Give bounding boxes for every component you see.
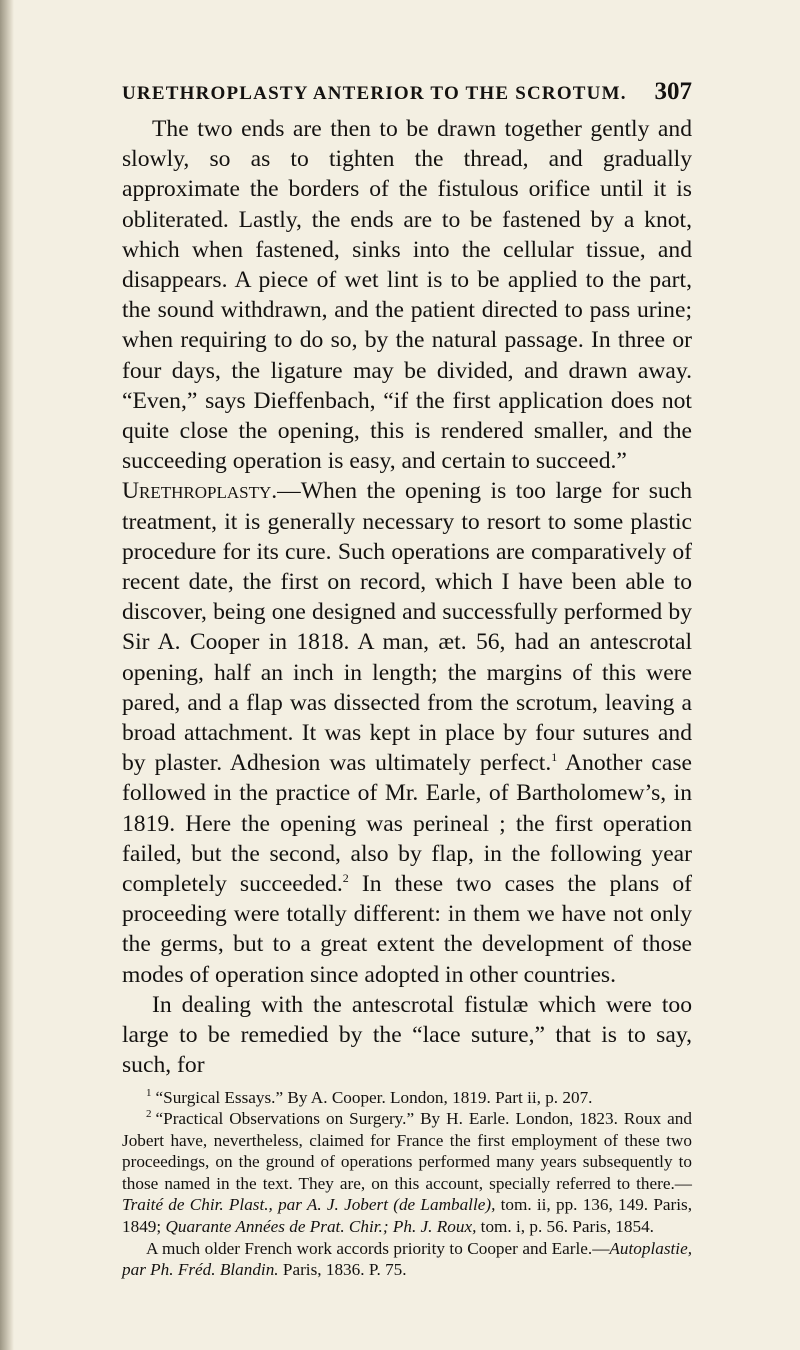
footnote-2-citation-jobert: Traité de Chir. Plast., par A. J. Jobert (de Lamballe), bbox=[122, 1195, 496, 1215]
footnotes bbox=[122, 1087, 692, 1281]
footnote-3-text-b: Paris, 1836. P. 75. bbox=[278, 1260, 407, 1280]
running-head-title: URETHROPLASTY ANTERIOR TO THE SCROTUM. bbox=[122, 83, 627, 104]
section-heading-urethroplasty: Urethroplasty. bbox=[122, 478, 278, 505]
paragraph-2-part-a: —When the opening is too large for such treatment, it is generally necessary to resort to some plastic procedure for its cure. Such operations are comparatively of recent date, the first on record, which I have been able to discover, being one designed and successfully performed by Sir A. Cooper in 1818. A man, æt. 56, had an antescrotal opening, half an inch in length; the margins of this were pared, and a flap was dissected from the scrotum, leaving a broad attachment. It was kept in place by four sutures and by plaster. Adhesion was ultimately perfect. bbox=[122, 478, 692, 777]
paragraph-3: In dealing with the antescrotal fistulæ which were too large to be remedied by the “lace suture,” that is to say, such, for bbox=[122, 991, 692, 1079]
footnote-3 bbox=[122, 1238, 692, 1281]
footnote-ref-2: 2 bbox=[342, 871, 349, 886]
page-number: 307 bbox=[654, 78, 692, 105]
paragraph-2-part-c: In these two cases the plans of proceeding were totally different: in them we have not only the germs, but to a great extent the development of those modes of operation since adopted in other countries. bbox=[122, 871, 692, 988]
paragraph-2 bbox=[122, 476, 692, 989]
footnote-1 bbox=[122, 1087, 692, 1109]
footnote-3-citation-blandin: Autoplastie, par Ph. Fréd. Blandin. bbox=[122, 1238, 692, 1280]
footnote-2 bbox=[122, 1108, 692, 1238]
footnote-ref-1: 1 bbox=[551, 750, 558, 765]
footnote-3-text-a: A much older French work accords priority to Cooper and Earle.— bbox=[146, 1238, 610, 1258]
paragraph-2-part-b: Another case followed in the practice of Mr. Earle, of Bartholomew’s, in 1819. Here the opening was perineal ; the first operation failed, but the second, also by flap, in the following year completely succeeded. bbox=[122, 750, 692, 898]
page-gutter-shadow bbox=[0, 0, 14, 1350]
footnote-1-mark: 1 bbox=[146, 1086, 152, 1099]
footnote-1-text: “Surgical Essays.” By A. Cooper. London, 1819. Part ii, p. 207. bbox=[155, 1087, 593, 1107]
body-text bbox=[122, 114, 692, 1081]
footnote-2-citation-roux: Quarante Années de Prat. Chir.; Ph. J. Roux, bbox=[165, 1217, 477, 1237]
paragraph-1: The two ends are then to be drawn together gently and slowly, so as to tighten the thread, and gradually approximate the borders of the fistulous orifice until it is obliterated. Lastly, the ends are to be fastened by a knot, which when fastened, sinks into the cellular tissue, and disappears. A piece of wet lint is to be applied to the part, the sound withdrawn, and the patient directed to pass urine; when requiring to do so, by the natural passage. In three or four days, the ligature may be divided, and drawn away. “Even,” says Dieffenbach, “if the first application does not quite close the opening, this is rendered smaller, and the succeeding operation is easy, and certain to succeed.” bbox=[122, 116, 692, 475]
running-head bbox=[122, 78, 692, 114]
footnote-2-text-a: “Practical Observations on Surgery.” By H. Earle. London, 1823. Roux and Jobert have, nevertheless, claimed for France the first employment of these two proceedings, on the ground of operations performed many years subsequently to those named in the text. They are, on this account, specially referred to there.— bbox=[122, 1109, 692, 1193]
footnote-2-mark: 2 bbox=[146, 1108, 152, 1121]
footnote-2-text-b: tom. ii, pp. 136, 149. Paris, 1849; bbox=[122, 1195, 692, 1237]
book-page bbox=[122, 78, 692, 1281]
footnote-2-text-c: tom. i, p. 56. Paris, 1854. bbox=[476, 1217, 654, 1237]
